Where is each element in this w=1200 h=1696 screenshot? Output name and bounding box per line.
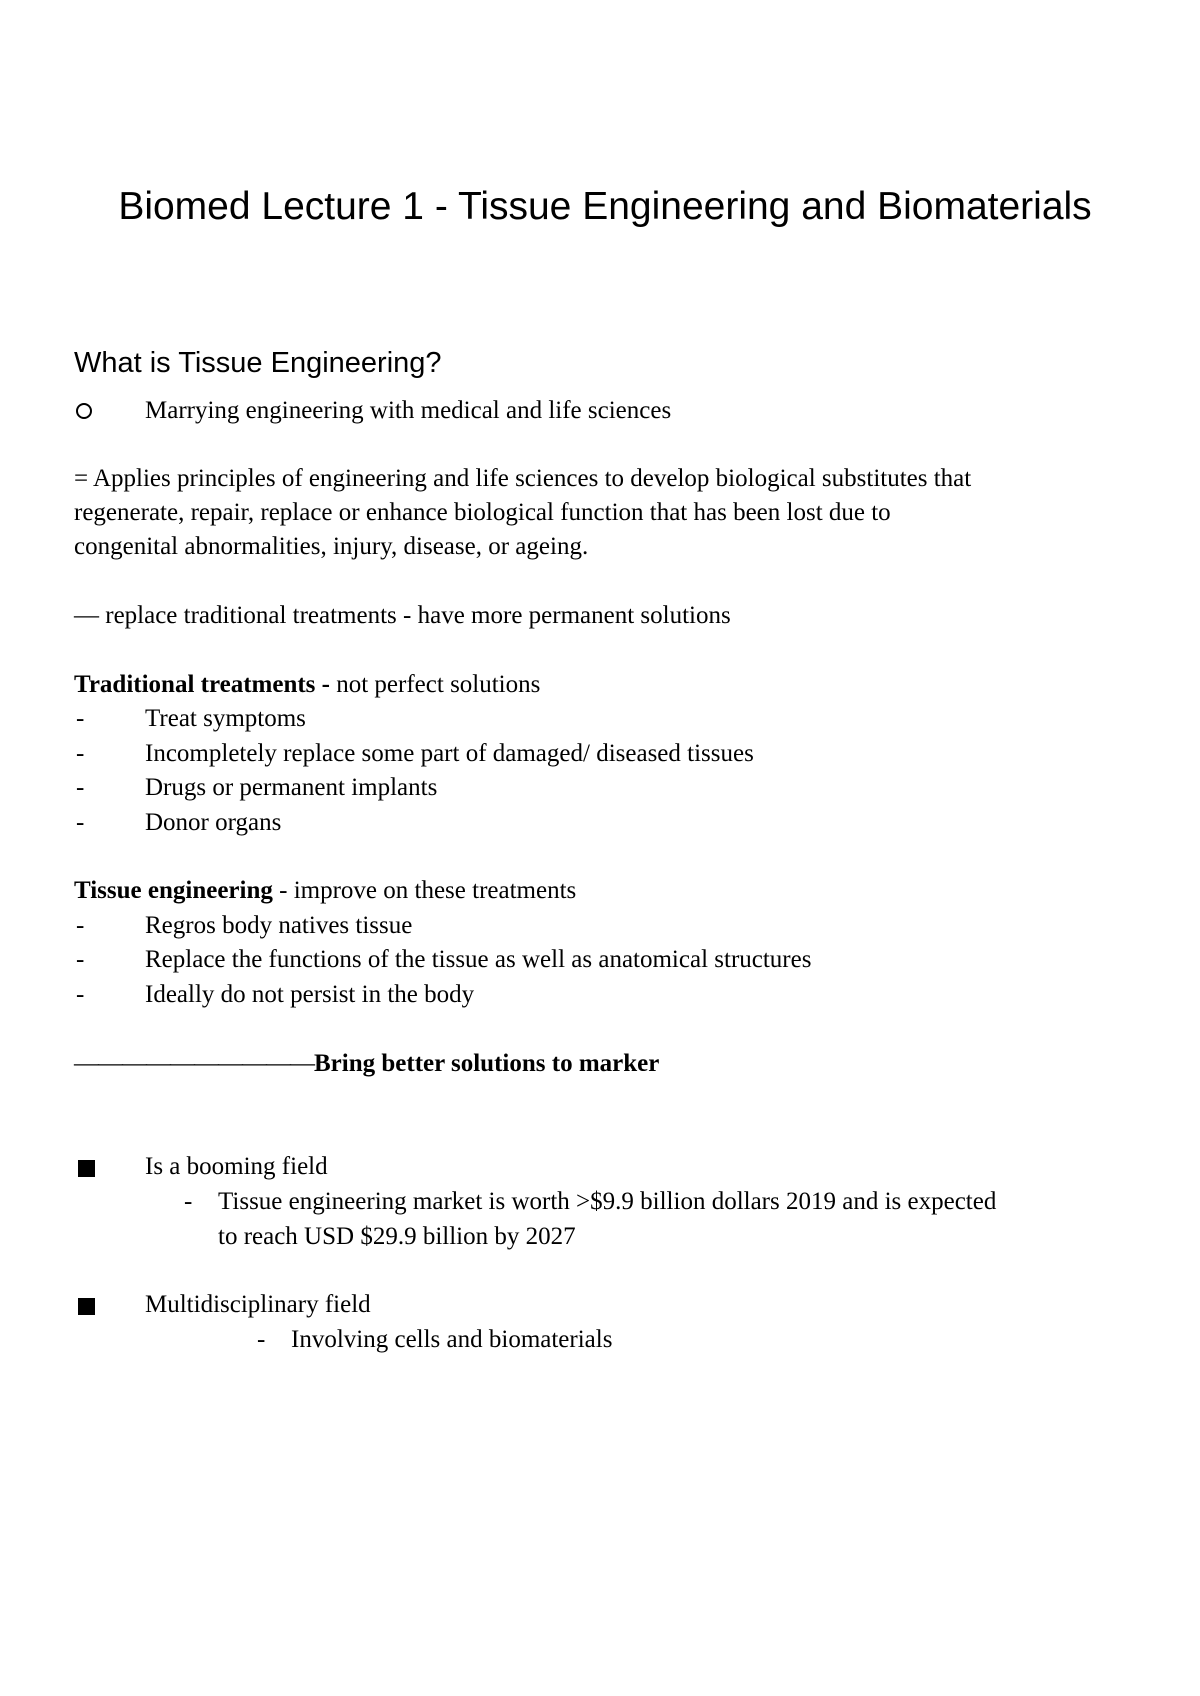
square-bullet-icon <box>78 1160 95 1177</box>
section-heading: What is Tissue Engineering? <box>74 347 442 379</box>
circle-bullet-icon <box>76 403 92 419</box>
multidisciplinary-sub: Involving cells and biomaterials <box>291 1326 613 1353</box>
dash-marker: - <box>76 774 85 801</box>
dash-marker: - <box>257 1326 266 1353</box>
traditional-item: Incompletely replace some part of damaged/ diseased tissues <box>145 740 754 767</box>
dash-marker: - <box>76 912 85 939</box>
intro-bullet-text: Marrying engineering with medical and life sciences <box>145 397 672 424</box>
dash-marker: - <box>76 946 85 973</box>
divider-dashes: —————————— <box>74 1050 314 1077</box>
tissue-eng-suffix: - improve on these treatments <box>272 877 577 904</box>
traditional-suffix: not perfect solutions <box>329 671 541 698</box>
square-bullet-icon <box>78 1298 95 1315</box>
tissue-eng-item: Regros body natives tissue <box>145 912 413 939</box>
tissue-eng-label: Tissue engineering <box>74 877 273 904</box>
traditional-item: Drugs or permanent implants <box>145 774 438 801</box>
definition-line-3: congenital abnormalities, injury, disease, or ageing. <box>74 533 589 560</box>
dash-marker: - <box>76 740 85 767</box>
booming-sub-line-2: to reach USD $29.9 billion by 2027 <box>218 1223 576 1250</box>
dash-marker: - <box>76 705 85 732</box>
tissue-eng-item: Ideally do not persist in the body <box>145 981 475 1008</box>
traditional-item: Donor organs <box>145 809 282 836</box>
multidisciplinary-label: Multidisciplinary field <box>145 1291 371 1318</box>
dash-marker: - <box>76 981 85 1008</box>
traditional-heading <box>74 668 540 702</box>
dash-marker: - <box>184 1188 193 1215</box>
definition-line-1: = Applies principles of engineering and life sciences to develop biological substitutes that <box>74 465 972 492</box>
booming-label: Is a booming field <box>145 1153 328 1180</box>
traditional-label: Traditional treatments - <box>74 671 330 698</box>
booming-sub-line-1: Tissue engineering market is worth >$9.9 billion dollars 2019 and is expected <box>218 1188 997 1215</box>
tissue-eng-heading <box>74 874 576 908</box>
divider-text: Bring better solutions to marker <box>314 1050 660 1077</box>
definition-line-2: regenerate, repair, replace or enhance biological function that has been lost due to <box>74 499 891 526</box>
tissue-eng-item: Replace the functions of the tissue as well as anatomical structures <box>145 946 812 973</box>
traditional-item: Treat symptoms <box>145 705 306 732</box>
replace-note: — replace traditional treatments - have more permanent solutions <box>74 602 731 629</box>
page-title: Biomed Lecture 1 - Tissue Engineering and Biomaterials <box>118 185 1092 228</box>
dash-marker: - <box>76 809 85 836</box>
divider-line <box>74 1047 659 1081</box>
